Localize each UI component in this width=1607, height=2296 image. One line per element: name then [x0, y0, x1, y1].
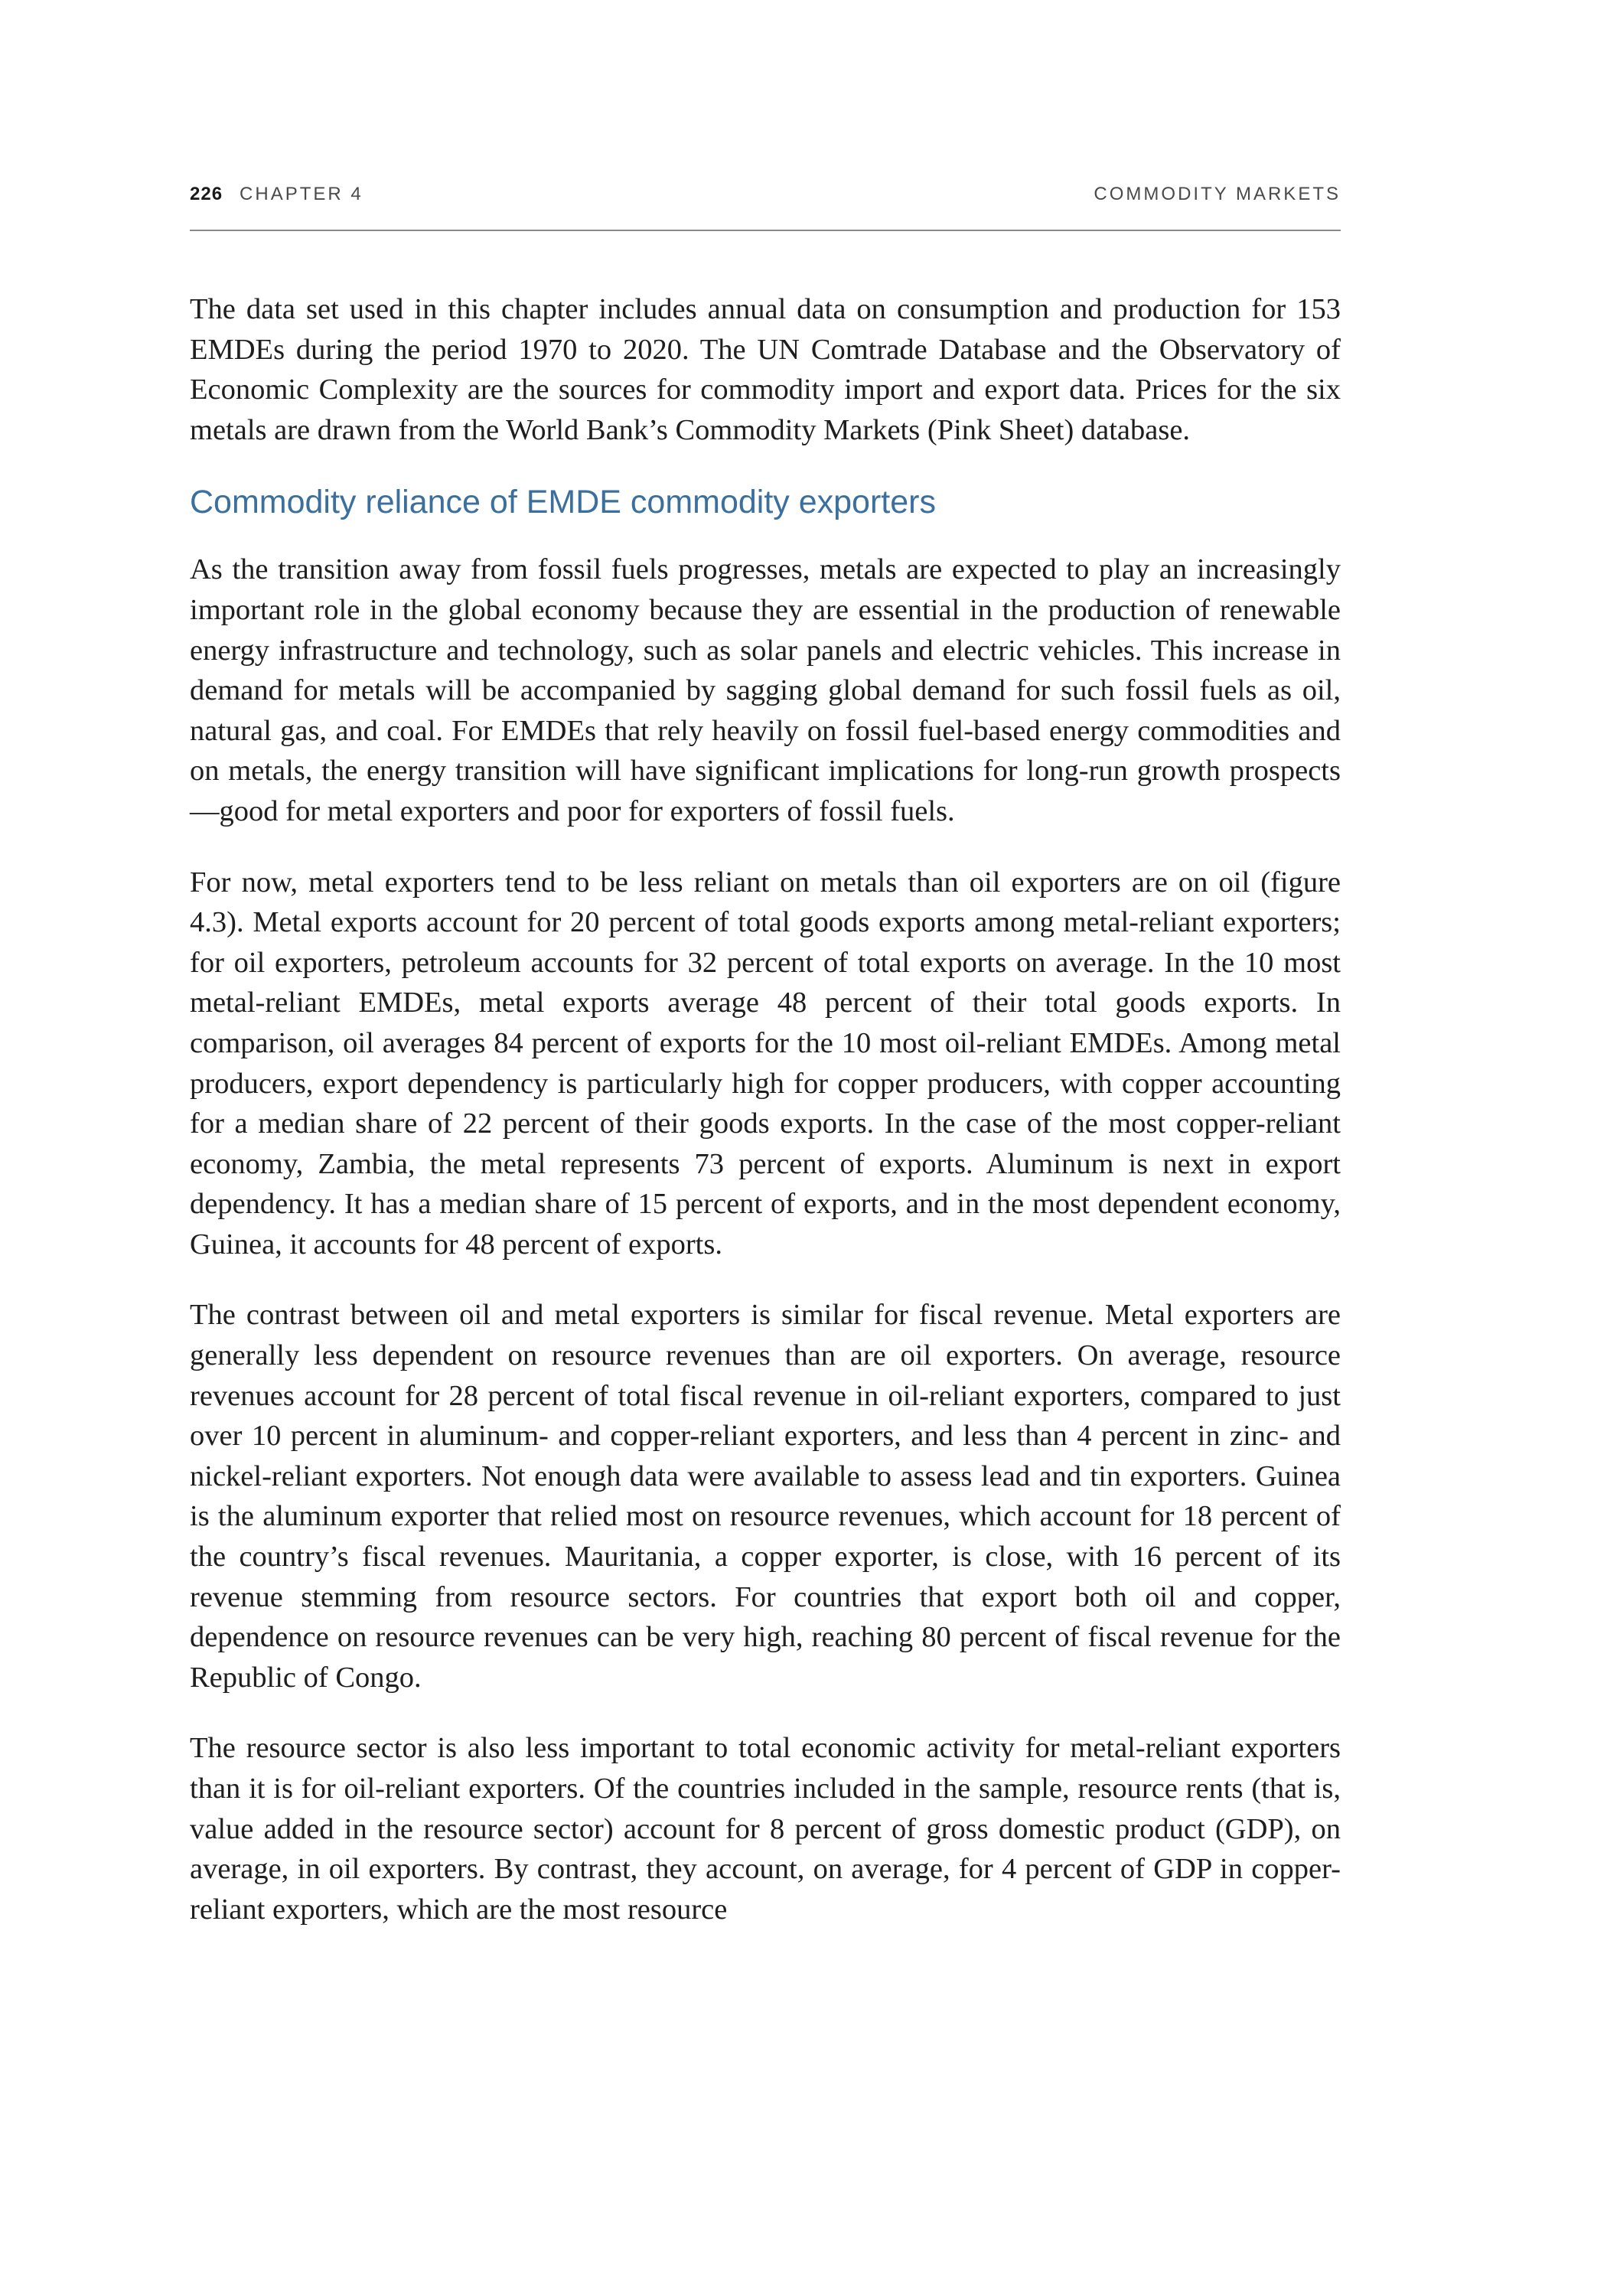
paragraph: For now, metal exporters tend to be less reliant on metals than oil exporters are on oil (figure 4.3). Metal exports account for 20 percent of total goods exports among metal-reliant exporters; for oil exporters, petroleum accounts for 32 percent of total exports on average. In the 10 most metal-reliant EMDEs, metal exports average 48 percent of their total goods exports. In comparison, oil averages 84 percent of exports for the 10 most oil-reliant EMDEs. Among metal producers, export dependency is particularly high for copper producers, with copper accounting for a median share of 22 percent of their goods exports. In the case of the most copper-reliant economy, Zambia, the metal represents 73 percent of exports. Aluminum is next in export dependency. It has a median share of 15 percent of exports, and in the most dependent economy, Guinea, it accounts for 48 percent of exports.	[190, 866, 1341, 1261]
paragraph: The contrast between oil and metal exporters is similar for fiscal revenue. Metal exporters are generally less dependent on resource revenues than are oil exporters. On average, resource revenues account for 28 percent of total fiscal revenue in oil-reliant exporters, compared to just over 10 percent in aluminum- and copper-reliant exporters, and less than 4 percent in zinc- and nickel-reliant exporters. Not enough data were available to assess lead and tin exporters. Guinea is the aluminum exporter that relied most on resource revenues, which account for 18 percent of the country’s fiscal revenues. Mauritania, a copper exporter, is close, with 16 percent of its revenue stemming from resource sectors. For countries that export both oil and copper, dependence on resource revenues can be very high, reaching 80 percent of fiscal revenue for the Republic of Congo.	[190, 1299, 1341, 1694]
body-text	[190, 289, 1341, 1960]
running-header-left	[190, 184, 363, 205]
paragraph: The resource sector is also less important to total economic activity for metal-reliant exporters than it is for oil-reliant exporters. Of the countries included in the sample, resource rents (that is, value added in the resource sector) account for 8 percent of gross domestic product (GDP), on average, in oil exporters. By contrast, they account, on average, for 4 percent of GDP in copper-reliant exporters, which are the most resource	[190, 1732, 1341, 1926]
page-number: 226	[190, 184, 223, 204]
header-divider	[190, 230, 1341, 231]
paragraph: As the transition away from fossil fuels progresses, metals are expected to play an increasingly important role in the global economy because they are essential in the production of renewable energy infrastructure and technology, such as solar panels and electric vehicles. This increase in demand for metals will be accompanied by sagging global demand for such fossil fuels as oil, natural gas, and coal. For EMDEs that rely heavily on fossil fuel-based energy commodities and on metals, the energy transition will have significant implications for long-run growth prospects—good for metal exporters and poor for exporters of fossil fuels.	[190, 553, 1341, 827]
chapter-label: CHAPTER 4	[240, 184, 363, 204]
section-title: COMMODITY MARKETS	[1094, 184, 1341, 204]
paragraph: The data set used in this chapter includes annual data on consumption and production for 153 EMDEs during the period 1970 to 2020. The UN Comtrade Database and the Observatory of Economic Complexity are the sources for commodity import and export data. Prices for the six metals are drawn from the World Bank’s Commodity Markets (Pink Sheet) database.	[190, 293, 1341, 446]
running-header	[190, 184, 1341, 214]
section-heading: Commodity reliance of EMDE commodity exporters	[190, 484, 936, 521]
